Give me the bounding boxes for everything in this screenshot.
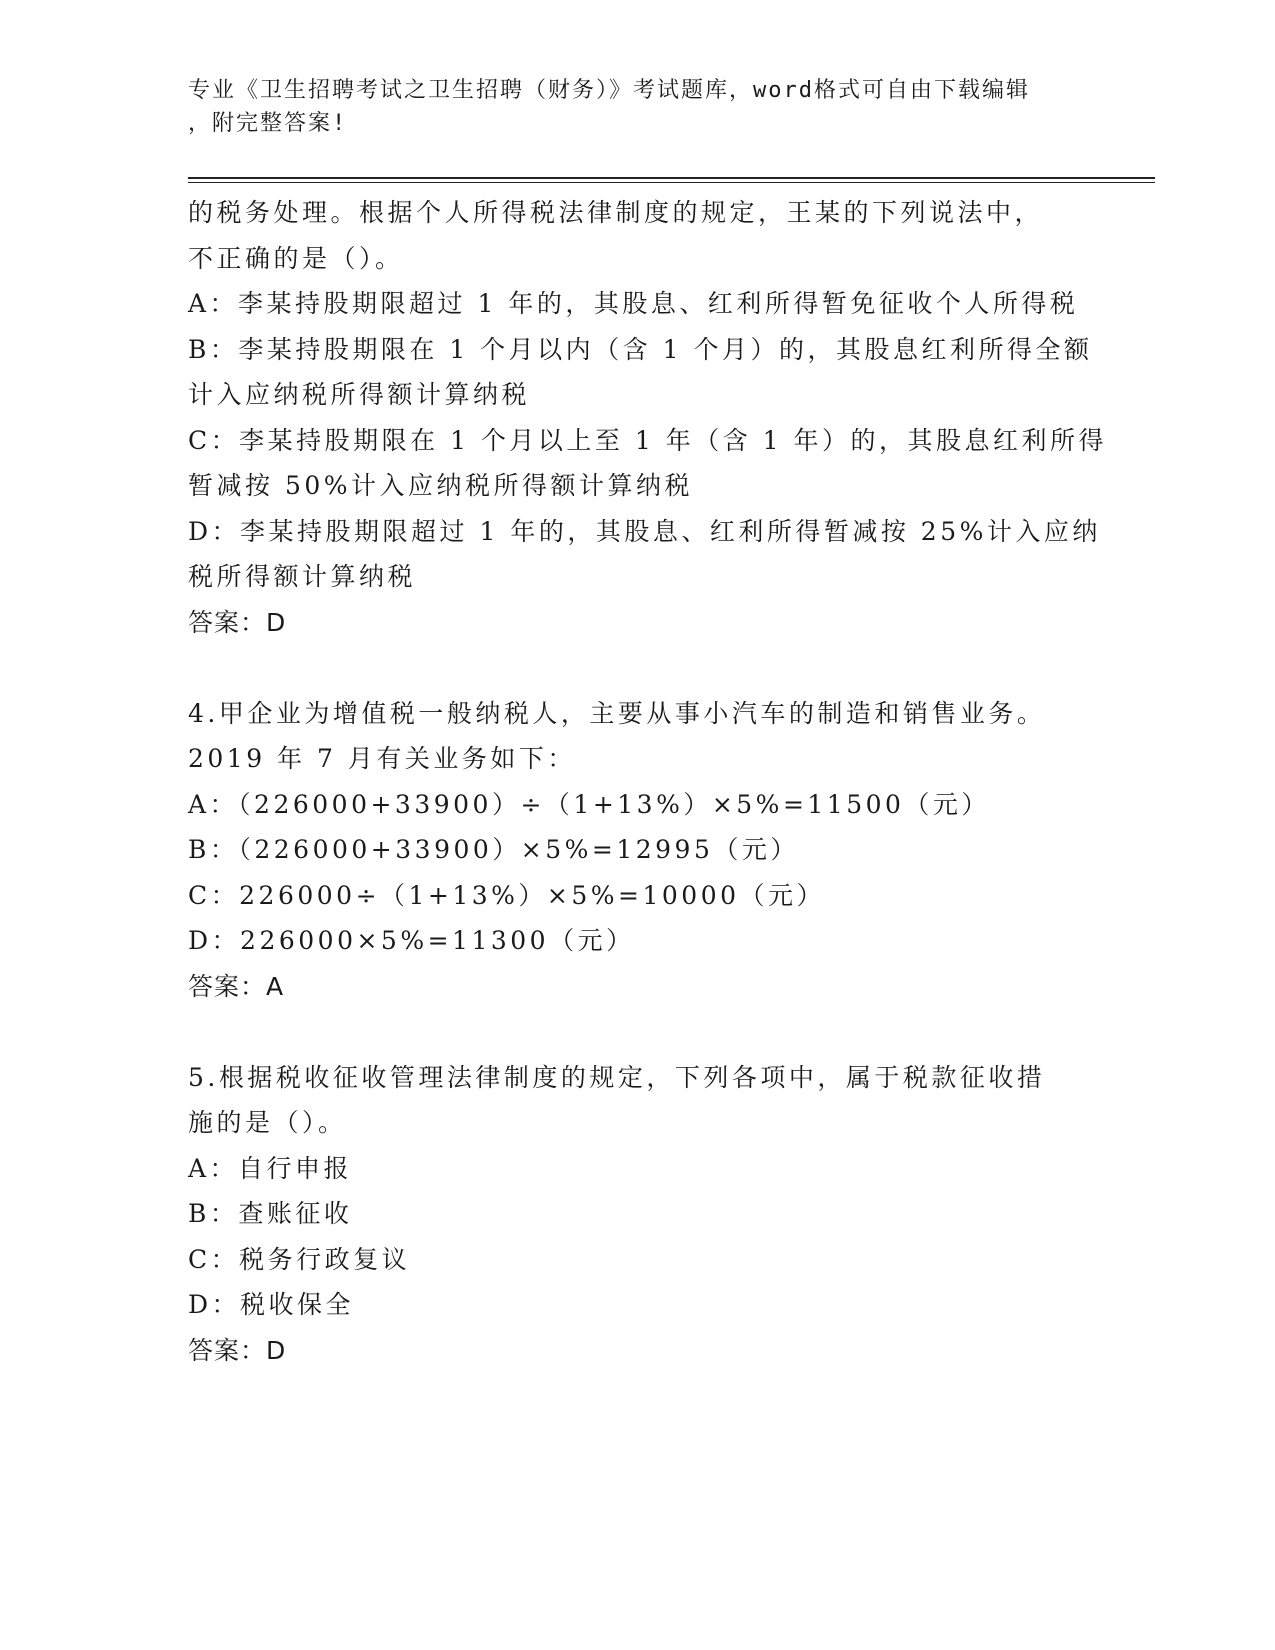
question-stem: 4.甲企业为增值税一般纳税人，主要从事小汽车的制造和销售业务。 xyxy=(188,698,1046,728)
header-title-line2: ，附完整答案! xyxy=(188,111,348,136)
option-c: C：李某持股期限在 1 个月以上至 1 年（含 1 年）的，其股息红利所得 xyxy=(188,425,1108,455)
question-stem: 施的是（）。 xyxy=(188,1108,347,1137)
option-a: A：自行申报 xyxy=(188,1153,353,1183)
question-stem: 5.根据税收征收管理法律制度的规定，下列各项中，属于税款征收措 xyxy=(188,1062,1046,1092)
header-divider-thin xyxy=(188,182,1155,183)
question-gap xyxy=(188,645,1088,691)
question-stem: 的税务处理。根据个人所得税法律制度的规定，王某的下列说法中， xyxy=(188,198,1044,227)
answer-label: 答案：A xyxy=(188,971,285,1001)
question-stem: 不正确的是（）。 xyxy=(188,243,404,273)
option-b: B：（226000+33900）×5%=12995（元） xyxy=(188,835,799,864)
option-d: D：税收保全 xyxy=(188,1290,355,1319)
option-b: B：李某持股期限在 1 个月以内（含 1 个月）的，其股息红利所得全额 xyxy=(188,334,1093,364)
option-d: D：李某持股期限超过 1 年的，其股息、红利所得暂减按 25%计入应纳 xyxy=(188,516,1101,546)
answer-label: 答案：D xyxy=(188,607,287,637)
option-a: A：（226000+33900）÷（1+13%）×5%=11500（元） xyxy=(188,789,990,819)
question-4 xyxy=(188,691,1088,1010)
question-list xyxy=(188,190,1108,1373)
question-gap xyxy=(188,1009,1088,1055)
header-title-line1: 专业《卫生招聘考试之卫生招聘（财务）》考试题库，word格式可自由下载编辑 xyxy=(188,78,1030,103)
option-b-continued: 计入应纳税所得额计算纳税 xyxy=(188,380,531,409)
option-c: C：税务行政复议 xyxy=(188,1244,411,1274)
header-divider-thick xyxy=(188,177,1155,179)
option-d-continued: 税所得额计算纳税 xyxy=(188,562,417,591)
question-3 xyxy=(188,190,1108,645)
answer-label: 答案：D xyxy=(188,1335,287,1365)
option-a: A：李某持股期限超过 1 年的，其股息、红利所得暂免征收个人所得税 xyxy=(188,289,1079,318)
option-c: C：226000÷（1+13%）×5%=10000（元） xyxy=(188,880,826,910)
question-stem: 2019 年 7 月有关业务如下： xyxy=(188,744,576,773)
page-header xyxy=(188,74,1088,140)
option-c-continued: 暂减按 50%计入应纳税所得额计算纳税 xyxy=(188,471,694,500)
question-5 xyxy=(188,1055,1088,1374)
option-b: B：查账征收 xyxy=(188,1199,353,1228)
option-d: D：226000×5%=11300（元） xyxy=(188,926,635,955)
